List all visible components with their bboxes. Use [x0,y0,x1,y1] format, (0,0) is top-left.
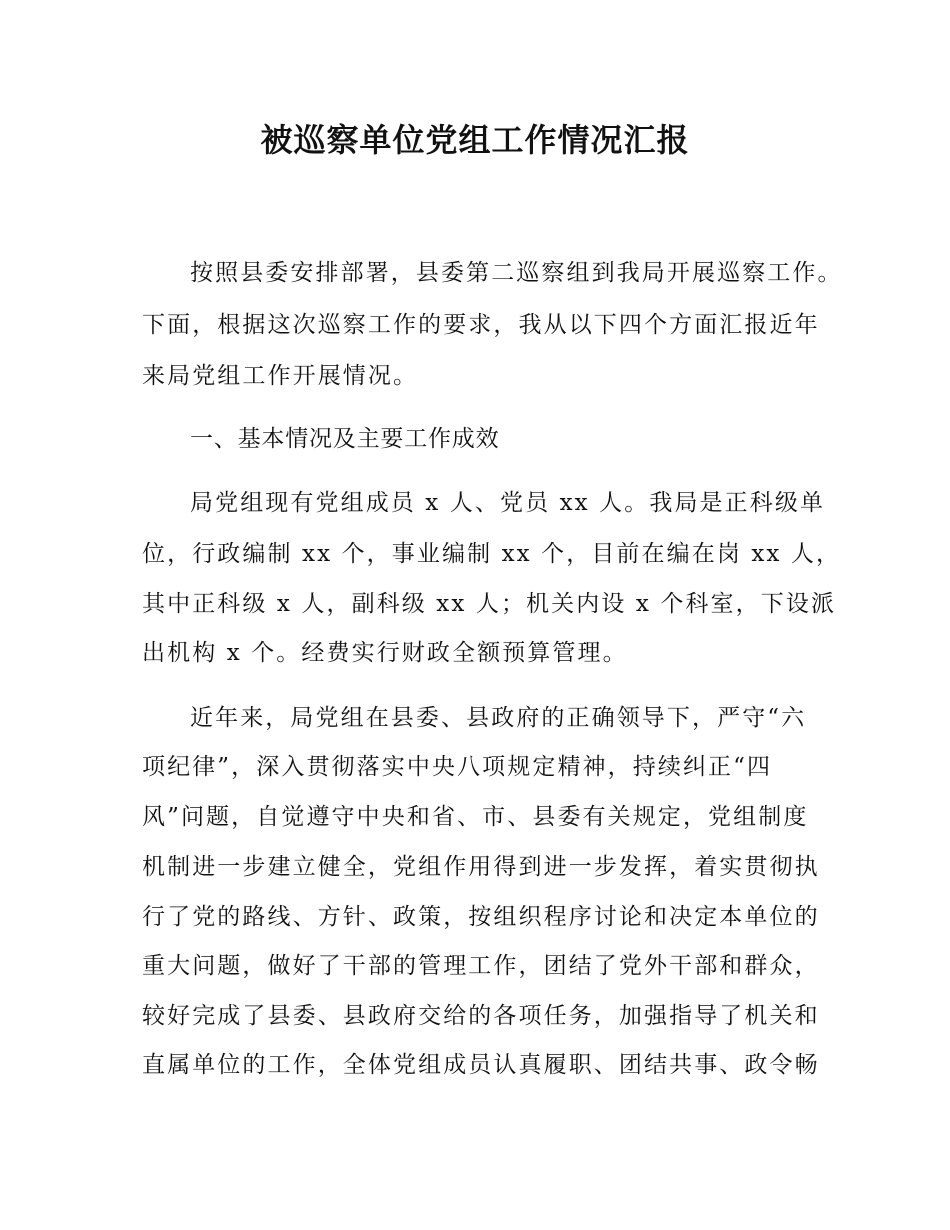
paragraph-line: 局党组现有党组成员 x 人、党员 xx 人。我局是正科级单 [190,490,826,516]
document-title: 被巡察单位党组工作情况汇报 [260,121,690,159]
section-heading: 一、基本情况及主要工作成效 [190,426,500,452]
paragraph-line: 重大问题，做好了干部的管理工作，团结了党外干部和群众， [142,953,820,979]
paragraph-line: 近年来，局党组在县委、县政府的正确领导下，严守“六 [190,705,807,731]
paragraph-line: 风”问题，自觉遵守中央和省、市、县委有关规定，党组制度 [142,804,809,830]
intro-line: 按照县委安排部署，县委第二巡察组到我局开展巡察工作。 [190,260,843,286]
intro-line: 来局党组工作开展情况。 [142,363,419,389]
paragraph-line: 较好完成了县委、县政府交给的各项任务，加强指导了机关和 [142,1003,820,1029]
paragraph-line: 项纪律”，深入贯彻落实中央八项规定精神，持续纠正“四 [142,754,773,780]
paragraph-line: 机制进一步建立健全，党组作用得到进一步发挥，着实贯彻执 [142,854,820,880]
intro-line: 下面，根据这次巡察工作的要求，我从以下四个方面汇报近年 [142,312,820,338]
paragraph-line: 其中正科级 x 人，副科级 xx 人；机关内设 x 个科室，下设派 [142,591,837,617]
paragraph-line: 直属单位的工作，全体党组成员认真履职、团结共事、政令畅 [142,1052,820,1078]
paragraph-line: 位，行政编制 xx 个，事业编制 xx 个，目前在编在岗 xx 人， [142,541,842,567]
paragraph-line: 出机构 x 个。经费实行财政全额预算管理。 [142,640,628,666]
paragraph-line: 行了党的路线、方针、政策，按组织程序讨论和决定本单位的 [142,904,820,930]
